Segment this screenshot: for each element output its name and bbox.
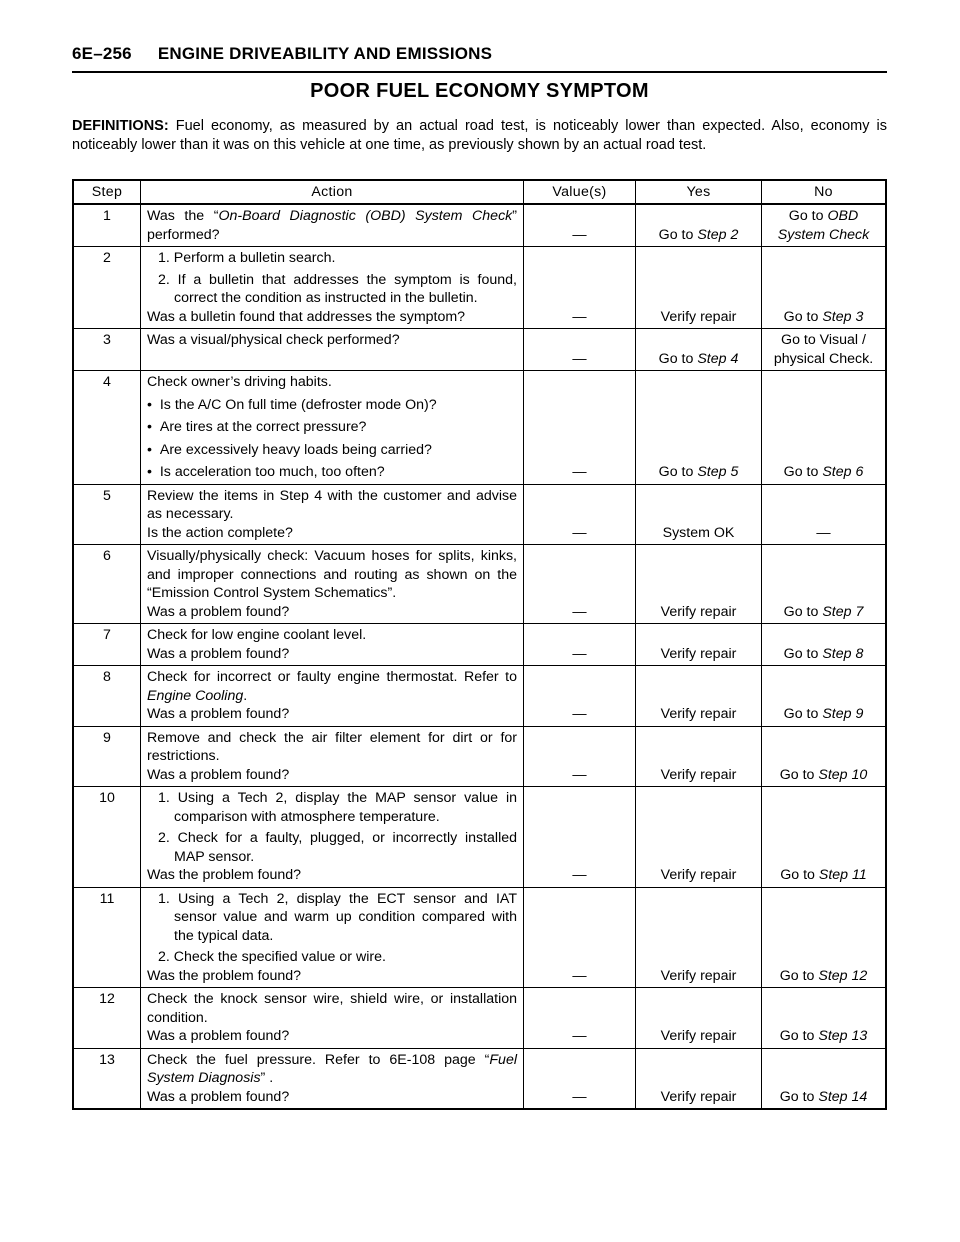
page-number: 6E–256 <box>72 44 132 63</box>
no-cell <box>762 204 887 247</box>
step-number: 10 <box>73 787 141 888</box>
table-row <box>73 988 886 1049</box>
action-intro: Check owner’s driving habits. <box>147 374 332 390</box>
step-number: 11 <box>73 887 141 988</box>
table-row <box>73 247 886 329</box>
no-cell <box>762 988 887 1049</box>
value-cell: — <box>524 988 636 1049</box>
action-cell <box>141 545 524 624</box>
action-cell <box>141 726 524 787</box>
no-cell <box>762 371 887 485</box>
action-question: Was a problem found? <box>147 1088 290 1105</box>
action-question: Was a problem found? <box>147 1028 290 1044</box>
no-cell <box>762 624 887 666</box>
value-cell: — <box>524 204 636 247</box>
table-row <box>73 204 886 247</box>
table-row <box>73 666 886 727</box>
action-text-block <box>147 1051 517 1088</box>
action-reference: Engine Cooling <box>147 687 244 704</box>
action-text: Check for low engine coolant level. <box>147 627 367 643</box>
no-prefix: Go to <box>779 1088 819 1105</box>
no-reference: Step 13 <box>818 1028 868 1044</box>
bullet-text: Is the A/C On full time (defroster mode On)? <box>159 396 437 413</box>
bullet-text: Are tires at the correct pressure? <box>159 419 367 435</box>
action-question: Was a problem found? <box>147 766 290 783</box>
table-row <box>73 329 886 371</box>
no-reference: OBD System Check <box>777 208 870 243</box>
yes-prefix: Go to <box>658 350 698 367</box>
yes-cell: Verify repair <box>636 545 762 624</box>
action-bullet: • Is the A/C On full time (defroster mode On)? <box>147 396 437 413</box>
section-title: ENGINE DRIVEABILITY AND EMISSIONS <box>157 44 493 63</box>
no-reference: Step 6 <box>822 464 864 480</box>
action-bullet: • Are excessively heavy loads being carried? <box>147 441 432 458</box>
yes-cell: Verify repair <box>636 787 762 888</box>
value-cell: — <box>524 726 636 787</box>
yes-cell: Verify repair <box>636 247 762 329</box>
no-prefix: Go to <box>779 967 819 984</box>
header-rule <box>72 71 887 73</box>
action-bullet: • Are tires at the correct pressure? <box>147 419 367 435</box>
diagnostic-table <box>72 179 887 1110</box>
document-title: POOR FUEL ECONOMY SYMPTOM <box>310 80 649 102</box>
no-prefix: Go to <box>779 766 819 783</box>
yes-prefix: Go to <box>658 464 698 480</box>
step-number: 6 <box>73 545 141 624</box>
table-row <box>73 787 886 888</box>
no-cell: — <box>762 484 887 545</box>
step-number: 1 <box>73 204 141 247</box>
step-number: 4 <box>73 371 141 485</box>
value-cell: — <box>524 247 636 329</box>
no-reference: Step 9 <box>822 706 864 722</box>
yes-reference: Step 5 <box>697 464 739 480</box>
yes-cell: Verify repair <box>636 666 762 727</box>
header-yes: Yes <box>636 180 762 204</box>
no-reference: Step 7 <box>822 603 864 620</box>
action-cell <box>141 624 524 666</box>
action-cell <box>141 371 524 485</box>
no-reference: Step 11 <box>818 867 867 883</box>
table-row <box>73 726 886 787</box>
no-cell <box>762 787 887 888</box>
step-number: 13 <box>73 1048 141 1109</box>
yes-cell: System OK <box>636 484 762 545</box>
action-question: Is the action complete? <box>147 524 293 541</box>
no-cell: Go to Visual / physical Check. <box>762 329 887 371</box>
action-cell <box>141 1048 524 1109</box>
value-cell: — <box>524 545 636 624</box>
no-cell <box>762 887 887 988</box>
action-question: Was the problem found? <box>147 967 302 984</box>
action-cell <box>141 329 524 371</box>
action-cell <box>141 204 524 247</box>
header-action: Action <box>141 180 524 204</box>
step-number: 9 <box>73 726 141 787</box>
action-item: 2. If a bulletin that addresses the symptom is found, correct the condition as instructed in the bulletin. <box>158 271 517 306</box>
table-row <box>73 545 886 624</box>
action-item: 1. Using a Tech 2, display the MAP sensor value in comparison with atmosphere temperature. <box>158 790 517 825</box>
action-text: Check the knock sensor wire, shield wire, or installation condition. <box>147 991 517 1026</box>
table-row <box>73 1048 886 1109</box>
yes-reference: Step 4 <box>697 350 739 367</box>
no-cell <box>762 545 887 624</box>
definitions-text: Fuel economy, as measured by an actual road test, is noticeably lower than expected. Also, economy is noticeably lower than it was on this vehicle at one time, as previously shown by an actual road test. <box>72 118 887 153</box>
no-prefix: Go to <box>780 867 819 883</box>
no-prefix: Go to <box>783 464 823 480</box>
yes-cell: Verify repair <box>636 988 762 1049</box>
action-question: Was a problem found? <box>147 603 290 620</box>
value-cell: — <box>524 666 636 727</box>
no-prefix: Go to <box>783 645 823 662</box>
yes-cell: Verify repair <box>636 887 762 988</box>
action-cell <box>141 787 524 888</box>
value-cell: — <box>524 329 636 371</box>
action-item: 2. Check the specified value or wire. <box>158 949 386 965</box>
no-prefix: Go to <box>779 1028 819 1044</box>
no-prefix: Go to <box>783 706 823 722</box>
action-cell <box>141 887 524 988</box>
action-text-end: ” . <box>260 1070 274 1086</box>
no-cell <box>762 726 887 787</box>
action-text: Check the fuel pressure. Refer to 6E-108 page “ <box>147 1051 490 1068</box>
no-reference: Step 3 <box>822 308 864 325</box>
action-item: 1. Using a Tech 2, display the ECT sensor and IAT sensor value and warm up condition compared with the typical data. <box>158 890 517 944</box>
definitions-label: DEFINITIONS: <box>72 118 169 134</box>
yes-cell <box>636 329 762 371</box>
no-reference: Step 12 <box>818 967 868 984</box>
table-row <box>73 887 886 988</box>
action-reference: Fuel System Diagnosis <box>147 1051 517 1086</box>
table-row <box>73 371 886 485</box>
header-values: Value(s) <box>524 180 636 204</box>
action-question: Was a problem found? <box>147 706 290 722</box>
no-reference: Step 8 <box>822 645 864 662</box>
no-cell <box>762 1048 887 1109</box>
action-text: Remove and check the air filter element for dirt or for restrictions. <box>147 729 517 764</box>
no-prefix: Go to <box>788 208 828 224</box>
step-number: 5 <box>73 484 141 545</box>
no-reference: Step 10 <box>818 766 868 783</box>
action-bullet: • Is acceleration too much, too often? <box>147 464 385 480</box>
bullet-text: Are excessively heavy loads being carried? <box>159 441 432 458</box>
value-cell: — <box>524 1048 636 1109</box>
yes-cell <box>636 371 762 485</box>
action-item: 2. Check for a faulty, plugged, or incorrectly installed MAP sensor. <box>158 830 517 865</box>
step-number: 7 <box>73 624 141 666</box>
no-prefix: Go to <box>783 308 823 325</box>
yes-cell: Verify repair <box>636 726 762 787</box>
action-question: Was a problem found? <box>147 645 290 662</box>
step-number: 3 <box>73 329 141 371</box>
step-number: 12 <box>73 988 141 1049</box>
header-step: Step <box>73 180 141 204</box>
action-item: 1. Perform a bulletin search. <box>158 250 336 266</box>
value-cell: — <box>524 787 636 888</box>
value-cell: — <box>524 624 636 666</box>
table-row <box>73 484 886 545</box>
step-number: 2 <box>73 247 141 329</box>
value-cell: — <box>524 371 636 485</box>
yes-cell: Verify repair <box>636 624 762 666</box>
action-cell <box>141 484 524 545</box>
yes-cell <box>636 204 762 247</box>
action-question: Was a visual/physical check performed? <box>147 332 400 348</box>
action-cell <box>141 666 524 727</box>
action-text: Was the “ <box>147 208 219 224</box>
action-text: Visually/physically check: Vacuum hoses for splits, kinks, and improper connections and routing as shown on the “Emission Control System Schematics”. <box>147 548 517 601</box>
action-question: Was the problem found? <box>147 867 302 883</box>
action-text: Check for incorrect or faulty engine thermostat. Refer to <box>147 669 517 685</box>
action-text: Review the items in Step 4 with the customer and advise as necessary. <box>147 487 517 522</box>
action-text-end: ” performed? <box>147 208 517 243</box>
table-row <box>73 624 886 666</box>
action-cell <box>141 247 524 329</box>
header-no: No <box>762 180 887 204</box>
action-text-end: . <box>243 687 248 704</box>
action-question: Was a bulletin found that addresses the symptom? <box>147 308 466 325</box>
yes-prefix: Go to <box>658 226 698 243</box>
table-header-row <box>73 180 886 204</box>
definitions-paragraph <box>72 117 887 155</box>
page-header <box>72 44 887 64</box>
step-number: 8 <box>73 666 141 727</box>
yes-cell: Verify repair <box>636 1048 762 1109</box>
action-text-block <box>147 668 517 705</box>
yes-reference: Step 2 <box>697 226 739 243</box>
no-prefix: Go to <box>783 603 823 620</box>
no-cell <box>762 247 887 329</box>
no-cell <box>762 666 887 727</box>
bullet-text: Is acceleration too much, too often? <box>159 464 385 480</box>
value-cell: — <box>524 484 636 545</box>
no-reference: Step 14 <box>818 1088 868 1105</box>
action-reference: On-Board Diagnostic (OBD) System Check <box>218 208 513 224</box>
value-cell: — <box>524 887 636 988</box>
action-cell <box>141 988 524 1049</box>
